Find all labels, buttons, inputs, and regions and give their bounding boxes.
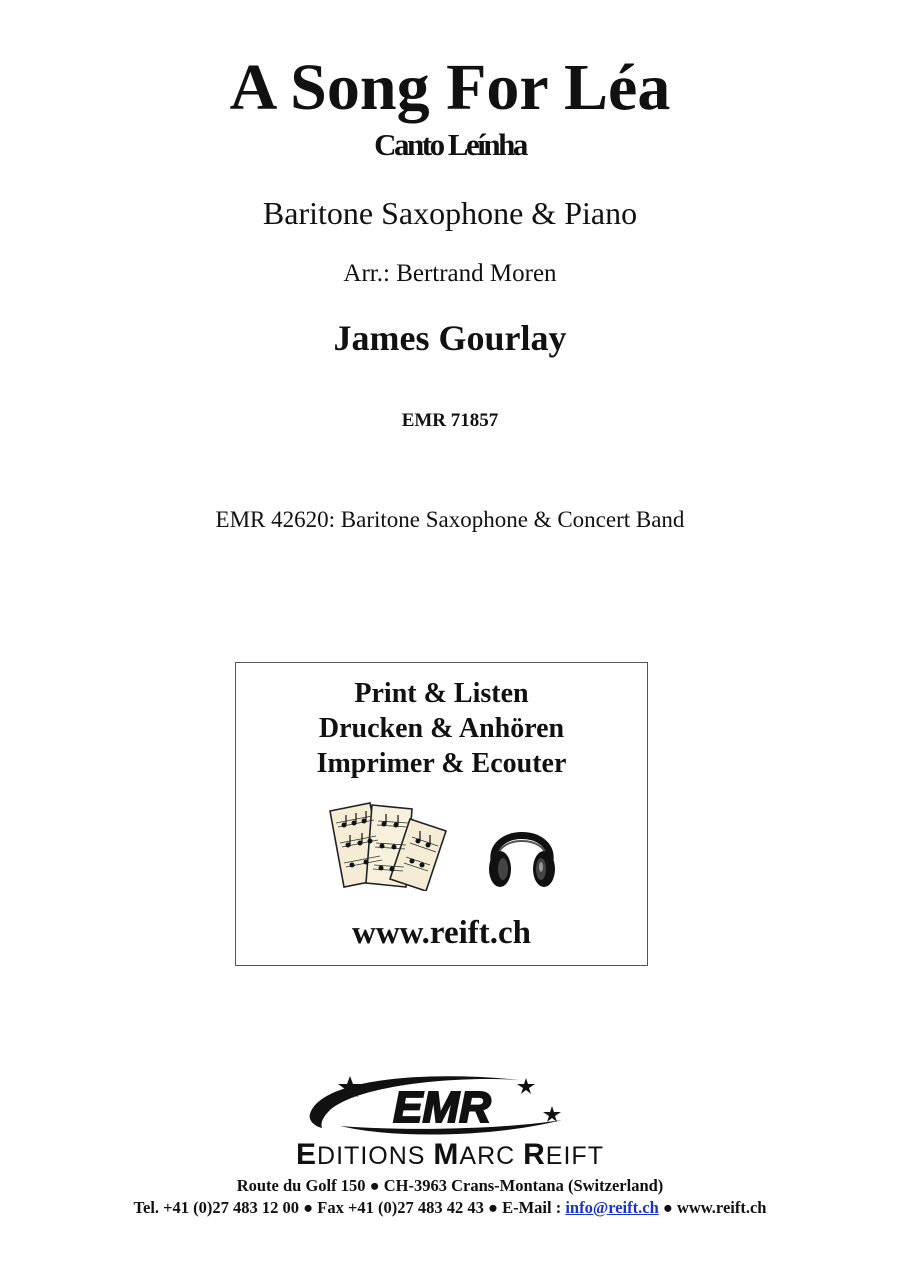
separator-dot: ● [662, 1198, 673, 1217]
publisher-address: Route du Golf 150 ● CH-3963 Crans-Montana (Switzerland) [236, 1176, 664, 1195]
brand-initial-e: E [296, 1138, 318, 1171]
telephone: Tel. +41 (0)27 483 12 00 [133, 1198, 300, 1217]
promo-line-french: Imprimer & Ecouter [316, 748, 567, 779]
alternate-edition: EMR 42620: Baritone Saxophone & Concert Band [215, 507, 685, 532]
arranger: Arr.: Bertrand Moren [343, 260, 557, 287]
brand-part-3: EIFT [545, 1142, 604, 1170]
publisher-brand [0, 1140, 900, 1171]
publisher-contact [0, 1197, 900, 1219]
brand-part-1: DITIONS [317, 1142, 434, 1170]
instrumentation: Baritone Saxophone & Piano [262, 195, 638, 231]
catalog-code: EMR 71857 [401, 410, 499, 431]
print-listen-box [235, 662, 648, 966]
brand-part-2: ARC [459, 1142, 524, 1170]
sheet-music-icon [326, 801, 454, 891]
email-link[interactable]: info@reift.ch [565, 1198, 659, 1217]
promo-line-english: Print & Listen [354, 678, 529, 709]
separator-dot: ● [303, 1198, 314, 1217]
website-link[interactable]: www.reift.ch [676, 1198, 767, 1217]
brand-initial-m: M [433, 1138, 460, 1171]
composer: James Gourlay [333, 318, 567, 358]
piece-title: A Song For Léa [229, 51, 671, 124]
headphones-icon [486, 813, 558, 891]
piece-subtitle: Canto Leínha [374, 127, 526, 162]
promo-line-german: Drucken & Anhören [318, 713, 565, 744]
emr-logo-text: EMR [393, 1083, 491, 1132]
emr-logo [300, 1066, 580, 1144]
separator-dot: ● [488, 1198, 498, 1217]
email-label: E-Mail : [502, 1198, 562, 1217]
fax: Fax +41 (0)27 483 42 43 [317, 1198, 484, 1217]
brand-initial-r: R [523, 1138, 546, 1171]
promo-website[interactable]: www.reift.ch [351, 915, 532, 951]
